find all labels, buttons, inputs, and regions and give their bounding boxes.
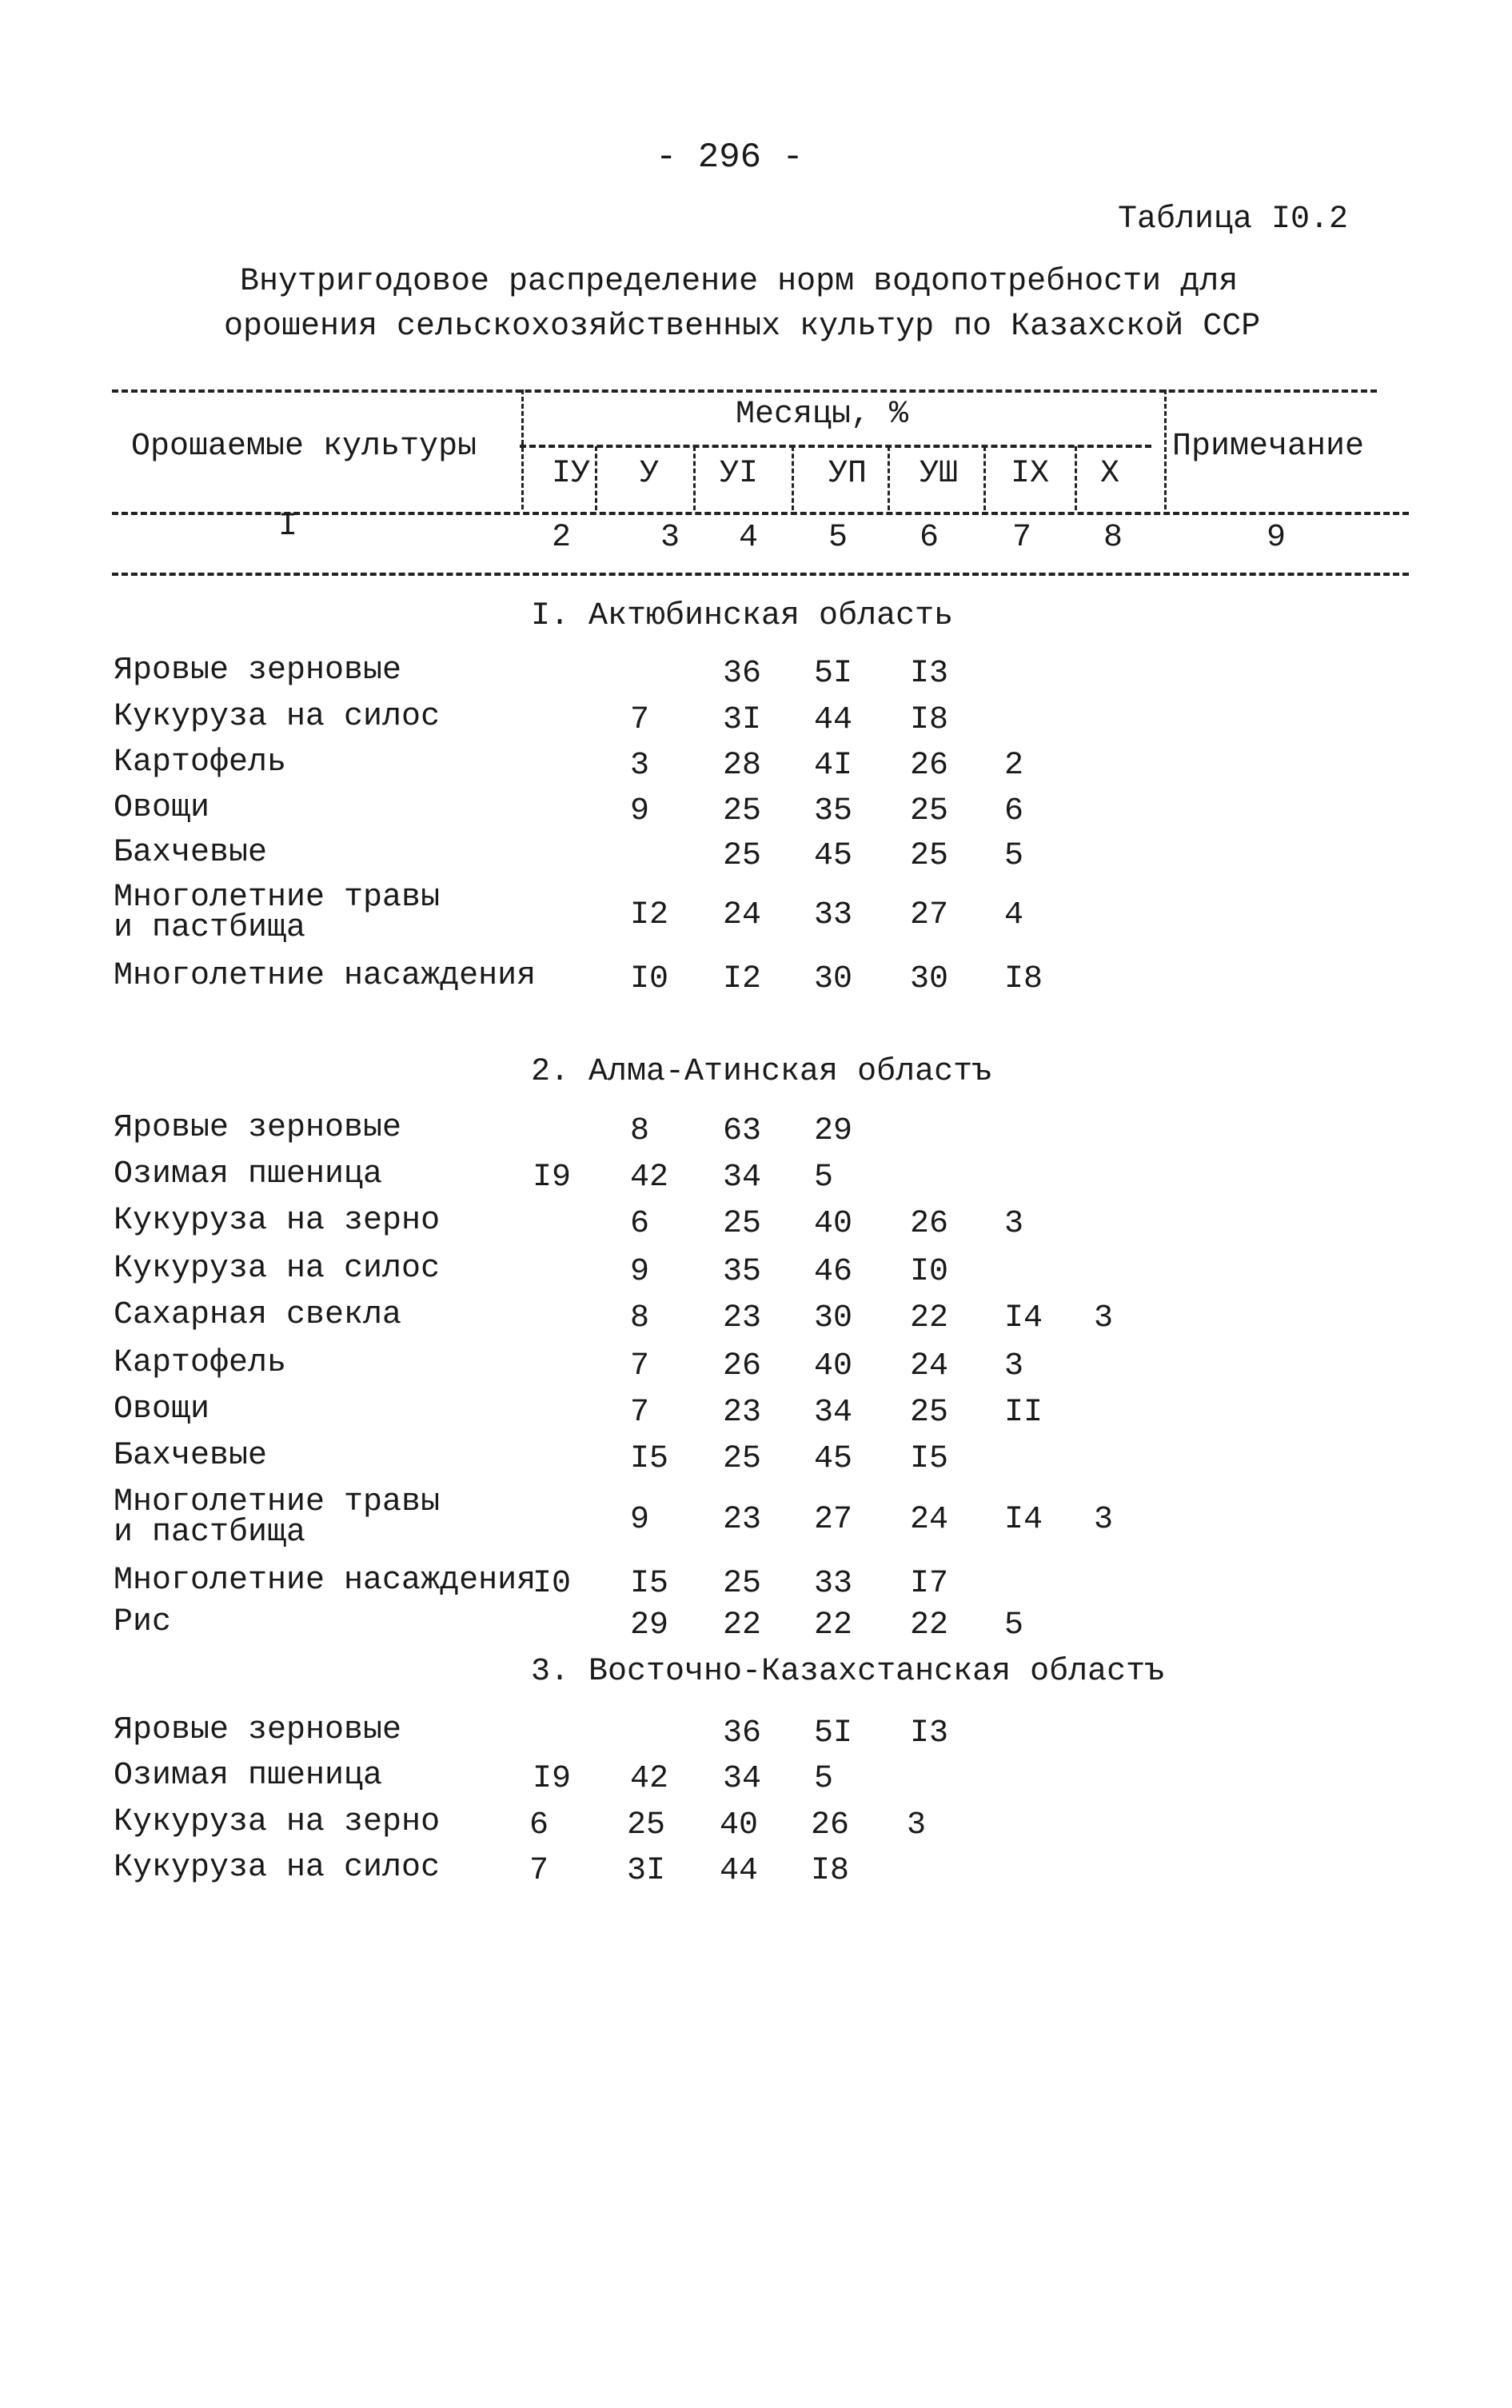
table-cell: 40 bbox=[720, 1807, 759, 1843]
row-crop-name: Кукуруза на силос bbox=[114, 1850, 441, 1886]
table-cell: 8 bbox=[630, 1113, 650, 1149]
table-cell: 44 bbox=[814, 702, 853, 738]
table-cell: 35 bbox=[814, 793, 853, 829]
table-cell: 4I bbox=[814, 748, 853, 784]
row-crop-name: Многолетние травы и пастбища bbox=[114, 880, 441, 946]
row-crop-name: Кукуруза на силос bbox=[114, 699, 441, 735]
month-col-6: УI bbox=[720, 456, 759, 492]
table-cell: 25 bbox=[627, 1807, 666, 1843]
table-cell: 26 bbox=[723, 1348, 762, 1384]
table-cell: 25 bbox=[723, 838, 762, 874]
table-cell: 3 bbox=[1094, 1502, 1114, 1538]
month-col-9: IX bbox=[1011, 456, 1050, 492]
table-cell: 33 bbox=[814, 897, 853, 933]
row-crop-name: Многолетние травы и пастбища bbox=[114, 1484, 441, 1551]
table-cell: 26 bbox=[910, 748, 949, 784]
table-cell: 9 bbox=[630, 1254, 650, 1290]
table-cell: 7 bbox=[529, 1853, 549, 1889]
col-separator-crops bbox=[521, 389, 524, 509]
table-title-line-1: Внутригодовое распределение норм водопотребности для bbox=[240, 264, 1239, 300]
table-cell: 40 bbox=[814, 1206, 853, 1242]
table-cell: 34 bbox=[723, 1761, 762, 1797]
table-cell: 22 bbox=[723, 1607, 762, 1643]
table-cell: I5 bbox=[910, 1441, 949, 1477]
table-cell: 24 bbox=[723, 897, 762, 933]
table-cell: 25 bbox=[723, 1206, 762, 1242]
section-title: I. Актюбинская область bbox=[531, 598, 954, 634]
table-cell: 22 bbox=[910, 1300, 949, 1336]
table-cell: I2 bbox=[630, 897, 669, 933]
table-cell: 34 bbox=[814, 1395, 853, 1431]
header-top-rule bbox=[112, 389, 1377, 393]
header-mid-rule bbox=[112, 512, 1409, 515]
table-cell: 34 bbox=[723, 1160, 762, 1196]
table-cell: I0 bbox=[910, 1254, 949, 1290]
col-separator bbox=[1075, 446, 1077, 510]
table-cell: I5 bbox=[630, 1441, 669, 1477]
table-cell: 9 bbox=[630, 1502, 650, 1538]
table-cell: I9 bbox=[533, 1761, 572, 1797]
table-cell: 35 bbox=[723, 1254, 762, 1290]
header-crops: Орошаемые культуры bbox=[131, 429, 477, 465]
table-cell: 45 bbox=[814, 838, 853, 874]
table-cell: 7 bbox=[630, 1348, 650, 1384]
table-cell: 29 bbox=[814, 1113, 853, 1149]
table-cell: 36 bbox=[723, 656, 762, 692]
table-cell: I8 bbox=[811, 1853, 850, 1889]
row-crop-name: Яровые зерновые bbox=[114, 1712, 402, 1748]
table-cell: II bbox=[1004, 1395, 1043, 1431]
table-cell: 5I bbox=[814, 656, 853, 692]
table-cell: 9 bbox=[630, 793, 650, 829]
table-cell: 25 bbox=[723, 793, 762, 829]
table-cell: 25 bbox=[910, 1395, 949, 1431]
row-crop-name: Овощи bbox=[114, 1392, 210, 1428]
month-col-8: УШ bbox=[920, 456, 959, 492]
table-cell: I2 bbox=[723, 961, 762, 997]
row-crop-name: Яровые зерновые bbox=[114, 1110, 402, 1146]
table-cell: 30 bbox=[910, 961, 949, 997]
table-cell: 22 bbox=[910, 1607, 949, 1643]
table-cell: 5I bbox=[814, 1715, 853, 1751]
table-cell: I3 bbox=[910, 656, 949, 692]
row-crop-name: Бахчевые bbox=[114, 1438, 268, 1474]
table-cell: 30 bbox=[814, 961, 853, 997]
section-title: 2. Алма-Атинская областъ bbox=[531, 1054, 992, 1090]
table-cell: 24 bbox=[910, 1348, 949, 1384]
table-cell: 5 bbox=[814, 1160, 834, 1196]
col-number-8: 8 bbox=[1103, 520, 1123, 556]
month-col-5: У bbox=[640, 456, 660, 492]
table-cell: I5 bbox=[630, 1566, 669, 1602]
table-cell: 40 bbox=[814, 1348, 853, 1384]
row-crop-name: Кукуруза на зерно bbox=[114, 1804, 441, 1840]
month-col-4: IУ bbox=[552, 456, 591, 492]
col-number-9: 9 bbox=[1267, 520, 1287, 556]
table-cell: 4 bbox=[1004, 897, 1024, 933]
table-label: Таблица I0.2 bbox=[1118, 202, 1349, 238]
row-crop-name: Озимая пшеница bbox=[114, 1758, 383, 1794]
table-cell: 36 bbox=[723, 1715, 762, 1751]
col-number-5: 5 bbox=[828, 520, 848, 556]
col-number-1: I bbox=[278, 509, 298, 545]
row-crop-name: Кукуруза на зерно bbox=[114, 1203, 441, 1239]
row-crop-name: Многолетние насаждения bbox=[114, 958, 537, 994]
row-crop-name: Рис bbox=[114, 1604, 172, 1640]
table-cell: 27 bbox=[910, 897, 949, 933]
table-cell: 24 bbox=[910, 1502, 949, 1538]
table-cell: I8 bbox=[910, 702, 949, 738]
table-cell: 8 bbox=[630, 1300, 650, 1336]
table-cell: 3 bbox=[630, 748, 650, 784]
col-separator bbox=[888, 446, 890, 510]
table-cell: 45 bbox=[814, 1441, 853, 1477]
table-cell: 5 bbox=[814, 1761, 834, 1797]
table-cell: 6 bbox=[630, 1206, 650, 1242]
month-col-10: X bbox=[1100, 456, 1120, 492]
table-cell: 5 bbox=[1004, 1607, 1024, 1643]
table-cell: 30 bbox=[814, 1300, 853, 1336]
col-separator bbox=[983, 446, 986, 510]
table-cell: 23 bbox=[723, 1300, 762, 1336]
table-cell: 26 bbox=[811, 1807, 850, 1843]
table-cell: 22 bbox=[814, 1607, 853, 1643]
table-cell: 23 bbox=[723, 1395, 762, 1431]
table-cell: 2 bbox=[1004, 748, 1024, 784]
table-cell: 7 bbox=[630, 1395, 650, 1431]
month-col-7: УП bbox=[828, 456, 868, 492]
table-cell: I0 bbox=[533, 1566, 572, 1602]
col-number-4: 4 bbox=[739, 520, 759, 556]
table-cell: 42 bbox=[630, 1160, 669, 1196]
table-cell: 29 bbox=[630, 1607, 669, 1643]
table-cell: 3 bbox=[1004, 1348, 1024, 1384]
table-cell: 6 bbox=[1004, 793, 1024, 829]
table-cell: 33 bbox=[814, 1566, 853, 1602]
table-cell: I0 bbox=[630, 961, 669, 997]
table-cell: 5 bbox=[1004, 838, 1024, 874]
header-note: Примечание bbox=[1172, 429, 1365, 465]
col-separator bbox=[595, 446, 597, 510]
table-cell: 28 bbox=[723, 748, 762, 784]
table-cell: I3 bbox=[910, 1715, 949, 1751]
row-crop-name: Сахарная свекла bbox=[114, 1297, 402, 1333]
row-crop-name: Кукуруза на силос bbox=[114, 1251, 441, 1287]
col-separator-note bbox=[1164, 389, 1167, 509]
section-title: 3. Восточно-Казахстанская областъ bbox=[531, 1654, 1165, 1690]
row-crop-name: Картофель bbox=[114, 1345, 287, 1381]
col-number-6: 6 bbox=[920, 520, 940, 556]
months-sub-rule bbox=[520, 445, 1151, 448]
row-crop-name: Бахчевые bbox=[114, 835, 268, 871]
table-cell: 3 bbox=[1004, 1206, 1024, 1242]
row-crop-name: Овощи bbox=[114, 790, 210, 826]
col-number-3: 3 bbox=[660, 520, 680, 556]
row-crop-name: Яровые зерновые bbox=[114, 653, 402, 689]
table-cell: 3 bbox=[1094, 1300, 1114, 1336]
table-cell: 23 bbox=[723, 1502, 762, 1538]
row-crop-name: Многолетние насаждения bbox=[114, 1563, 537, 1599]
page-number: - 296 - bbox=[656, 138, 804, 178]
table-cell: 42 bbox=[630, 1761, 669, 1797]
table-cell: I8 bbox=[1004, 961, 1043, 997]
table-cell: 25 bbox=[723, 1441, 762, 1477]
header-bottom-rule bbox=[112, 573, 1409, 576]
row-crop-name: Картофель bbox=[114, 745, 287, 781]
table-cell: 44 bbox=[720, 1853, 759, 1889]
table-cell: 3I bbox=[723, 702, 762, 738]
table-cell: 25 bbox=[723, 1566, 762, 1602]
col-number-7: 7 bbox=[1012, 520, 1032, 556]
table-cell: 26 bbox=[910, 1206, 949, 1242]
table-title-line-2: орошения сельскохозяйственных культур по Казахской ССР bbox=[224, 309, 1261, 345]
row-crop-name: Озимая пшеница bbox=[114, 1156, 383, 1192]
table-cell: 7 bbox=[630, 702, 650, 738]
table-cell: I9 bbox=[533, 1160, 572, 1196]
table-cell: 63 bbox=[723, 1113, 762, 1149]
table-cell: I4 bbox=[1004, 1300, 1043, 1336]
table-cell: 3I bbox=[627, 1853, 666, 1889]
table-cell: 46 bbox=[814, 1254, 853, 1290]
header-months: Месяцы, % bbox=[736, 397, 909, 433]
table-cell: 3 bbox=[907, 1807, 927, 1843]
col-separator bbox=[693, 446, 696, 510]
table-cell: I7 bbox=[910, 1566, 949, 1602]
col-separator bbox=[792, 446, 794, 510]
table-cell: 25 bbox=[910, 838, 949, 874]
table-cell: 6 bbox=[529, 1807, 549, 1843]
table-cell: 25 bbox=[910, 793, 949, 829]
col-number-2: 2 bbox=[552, 520, 572, 556]
table-cell: 27 bbox=[814, 1502, 853, 1538]
table-cell: I4 bbox=[1004, 1502, 1043, 1538]
